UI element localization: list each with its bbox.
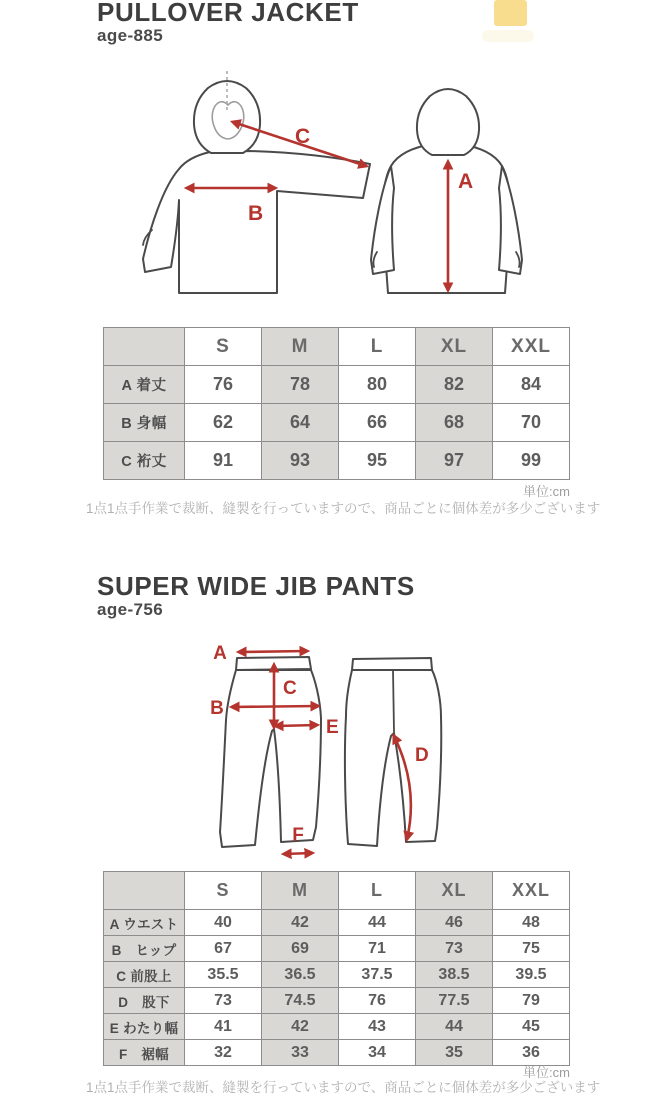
size-value: 43 bbox=[339, 1014, 416, 1040]
row-label: D 股下 bbox=[104, 988, 185, 1014]
measure-arrow-f bbox=[284, 853, 312, 854]
jacket-size-table bbox=[103, 327, 570, 480]
size-value: 32 bbox=[185, 1040, 262, 1066]
size-value: 71 bbox=[339, 936, 416, 962]
size-value: 91 bbox=[185, 442, 262, 480]
table-header-row bbox=[104, 872, 570, 910]
pants-measurement-diagram bbox=[180, 632, 480, 864]
measure-arrow-e bbox=[276, 725, 317, 726]
size-value: 76 bbox=[185, 366, 262, 404]
size-value: 35.5 bbox=[185, 962, 262, 988]
size-value: 39.5 bbox=[493, 962, 570, 988]
size-value: 41 bbox=[185, 1014, 262, 1040]
measure-label-a: A bbox=[458, 170, 474, 193]
size-value: 37.5 bbox=[339, 962, 416, 988]
size-value: 73 bbox=[416, 936, 493, 962]
size-value: 84 bbox=[493, 366, 570, 404]
size-value: 33 bbox=[262, 1040, 339, 1066]
row-label: B 身幅 bbox=[104, 404, 185, 442]
measure-label-e: E bbox=[326, 717, 339, 738]
size-value: 75 bbox=[493, 936, 570, 962]
size-value: 76 bbox=[339, 988, 416, 1014]
row-label: E わたり幅 bbox=[104, 1014, 185, 1040]
size-value: 36.5 bbox=[262, 962, 339, 988]
size-value: 62 bbox=[185, 404, 262, 442]
product-code-jacket: age-885 bbox=[97, 26, 164, 45]
corner-cell bbox=[104, 328, 185, 366]
measure-label-c: C bbox=[295, 125, 311, 148]
size-value: 64 bbox=[262, 404, 339, 442]
row-label: A ウエスト bbox=[104, 910, 185, 936]
size-value: 66 bbox=[339, 404, 416, 442]
unit-label: 単位:cm bbox=[523, 1065, 570, 1080]
handmade-footnote-clipped: 1点1点手作業で裁断、縫製を行っていますので、商品ごとに個体差が多少ございます bbox=[86, 1080, 601, 1095]
col-header-l: L bbox=[339, 328, 416, 366]
table-row bbox=[104, 366, 570, 404]
measure-label-f: F bbox=[292, 825, 304, 846]
size-value: 68 bbox=[416, 404, 493, 442]
col-header-xxl: XXL bbox=[493, 328, 570, 366]
pants-front-outline bbox=[220, 670, 321, 847]
size-value: 95 bbox=[339, 442, 416, 480]
yellow-tag-reflection bbox=[482, 30, 534, 42]
product-title-jacket: PULLOVER JACKET bbox=[97, 0, 359, 27]
pants-back-center-seam bbox=[393, 670, 394, 732]
size-value: 42 bbox=[262, 910, 339, 936]
pants-back-waistband bbox=[352, 658, 432, 670]
jacket-measurement-diagram bbox=[130, 60, 550, 315]
measure-label-b: B bbox=[248, 202, 264, 225]
measure-arrow-a bbox=[239, 651, 307, 652]
size-value: 77.5 bbox=[416, 988, 493, 1014]
col-header-l: L bbox=[339, 872, 416, 910]
measure-label-b: B bbox=[210, 698, 224, 719]
table-row bbox=[104, 404, 570, 442]
size-value: 73 bbox=[185, 988, 262, 1014]
size-value: 48 bbox=[493, 910, 570, 936]
row-label: F 裾幅 bbox=[104, 1040, 185, 1066]
size-value: 78 bbox=[262, 366, 339, 404]
row-label: C 裄丈 bbox=[104, 442, 185, 480]
jacket-back-hood bbox=[417, 89, 479, 155]
size-value: 42 bbox=[262, 1014, 339, 1040]
col-header-m: M bbox=[262, 872, 339, 910]
size-value: 44 bbox=[339, 910, 416, 936]
table-row bbox=[104, 442, 570, 480]
size-value: 79 bbox=[493, 988, 570, 1014]
size-value: 34 bbox=[339, 1040, 416, 1066]
handmade-footnote: 1点1点手作業で裁断、縫製を行っていますので、商品ごとに個体差が多少ございます bbox=[86, 501, 601, 516]
size-value: 74.5 bbox=[262, 988, 339, 1014]
row-label: A 着丈 bbox=[104, 366, 185, 404]
row-label: C 前股上 bbox=[104, 962, 185, 988]
product-title-pants: SUPER WIDE JIB PANTS bbox=[97, 571, 415, 601]
col-header-m: M bbox=[262, 328, 339, 366]
size-value: 82 bbox=[416, 366, 493, 404]
size-value: 93 bbox=[262, 442, 339, 480]
size-value: 35 bbox=[416, 1040, 493, 1066]
unit-label: 単位:cm bbox=[523, 484, 570, 499]
jacket-back-outline bbox=[383, 144, 510, 293]
measure-label-a: A bbox=[213, 643, 227, 664]
measure-label-d: D bbox=[415, 745, 429, 766]
size-value: 40 bbox=[185, 910, 262, 936]
size-value: 99 bbox=[493, 442, 570, 480]
size-value: 36 bbox=[493, 1040, 570, 1066]
table-header-row bbox=[104, 328, 570, 366]
col-header-s: S bbox=[185, 872, 262, 910]
measure-label-c: C bbox=[283, 678, 297, 699]
size-value: 70 bbox=[493, 404, 570, 442]
table-row bbox=[104, 910, 570, 936]
measure-arrow-b bbox=[232, 706, 318, 707]
yellow-tag bbox=[494, 0, 527, 26]
col-header-s: S bbox=[185, 328, 262, 366]
product-code-pants: age-756 bbox=[97, 600, 164, 619]
size-value: 38.5 bbox=[416, 962, 493, 988]
table-row bbox=[104, 936, 570, 962]
size-value: 80 bbox=[339, 366, 416, 404]
table-row bbox=[104, 988, 570, 1014]
row-label: B ヒップ bbox=[104, 936, 185, 962]
size-value: 97 bbox=[416, 442, 493, 480]
size-value: 45 bbox=[493, 1014, 570, 1040]
col-header-xl: XL bbox=[416, 328, 493, 366]
col-header-xl: XL bbox=[416, 872, 493, 910]
table-row bbox=[104, 962, 570, 988]
size-value: 44 bbox=[416, 1014, 493, 1040]
size-value: 67 bbox=[185, 936, 262, 962]
size-value: 69 bbox=[262, 936, 339, 962]
pants-size-table bbox=[103, 871, 570, 1066]
size-value: 46 bbox=[416, 910, 493, 936]
table-row bbox=[104, 1014, 570, 1040]
col-header-xxl: XXL bbox=[493, 872, 570, 910]
corner-cell bbox=[104, 872, 185, 910]
